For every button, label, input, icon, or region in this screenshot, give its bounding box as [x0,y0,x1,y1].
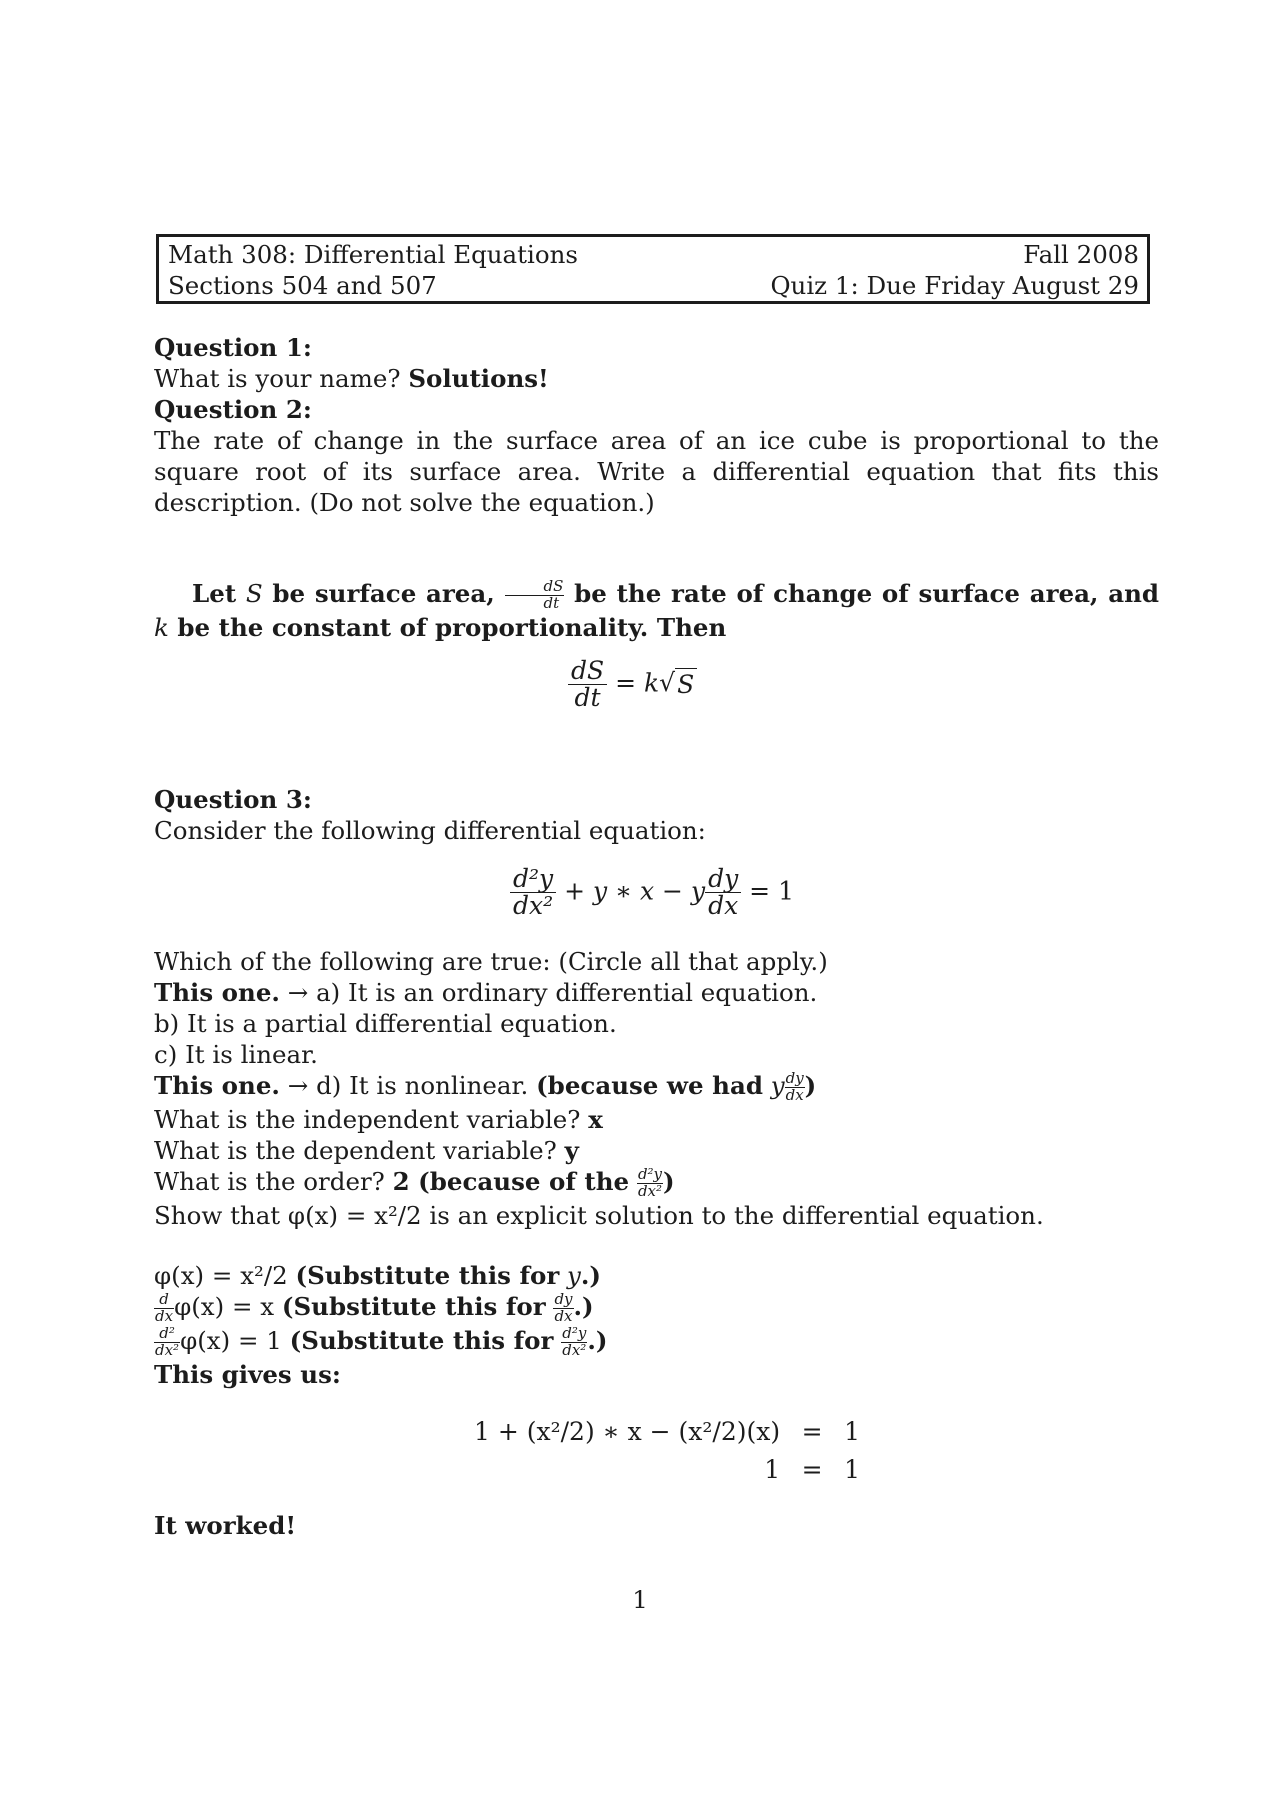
which-prompt: Which of the following are true: (Circle all that apply.) [154,947,828,976]
equation-ode [510,866,794,920]
close-paren: ) [663,1166,675,1196]
fraction-denominator: dx [708,891,739,921]
answer-text: be surface area, [272,579,495,608]
order-answer: 2 (because of the [392,1166,630,1196]
order-question: What is the order? [154,1166,385,1196]
sub3-end: .) [587,1325,608,1355]
question-1-title: Question 1: [154,333,312,362]
dependent-variable-line [154,1135,1159,1166]
answer-text: be the constant of proportionality. Then [177,612,727,642]
ds-dt-display-fraction [568,658,607,712]
variable-s: S [245,579,263,608]
course-header [156,234,1150,304]
question-1-line [154,363,1159,394]
variable-y: y [567,1261,581,1290]
sub2-math: φ(x) = x [174,1292,275,1321]
fraction-numerator: d²y [637,1165,663,1183]
aligned-equals: = [801,1454,823,1484]
close-paren: ) [804,1071,817,1100]
because-text: (because we had [536,1071,763,1100]
fraction-denominator: dx² [155,1340,180,1359]
quiz-due: Quiz 1: Due Friday August 29 [770,271,1139,300]
answer-text: Let [192,579,237,608]
d-dx-operator [154,1292,174,1325]
dy-dx-fraction [553,1292,573,1325]
fraction-denominator: dx² [562,1340,587,1359]
equation-ds-dt [568,658,697,712]
fraction-numerator: d² [154,1326,180,1343]
aligned-row [474,1412,860,1450]
question-1-prompt: What is your name? [154,364,401,393]
fraction-numerator: dS [568,658,607,685]
fraction-denominator: dx [554,1307,573,1325]
aligned-row [474,1450,860,1488]
this-one-label: This one. [154,978,280,1007]
radicand: S [675,668,697,699]
fraction-numerator: d²y [510,866,556,893]
d2y-dx2-fraction [561,1326,587,1359]
option-a-text: a) It is an ordinary differential equation. [316,978,818,1007]
aligned-equals: = [801,1416,823,1446]
question-1 [154,332,1159,518]
equation-rhs: = 1 [749,876,794,906]
fraction-numerator: dS [505,579,565,596]
arrow-right-icon: → [287,1071,309,1100]
gives-us: This gives us: [154,1359,341,1389]
question-1-answer: Solutions! [408,364,549,393]
aligned-right: 1 [844,1416,860,1446]
ds-dt-fraction [505,579,565,612]
aligned-left: 1 [764,1454,781,1484]
show-solution-prompt: Show that φ(x) = x²/2 is an explicit solution to the differential equation. [154,1200,1044,1230]
term: Fall 2008 [1023,240,1139,269]
course-title: Math 308: Differential Equations [168,240,578,269]
option-b: b) It is a partial differential equation. [154,1009,617,1038]
aligned-right: 1 [844,1454,860,1484]
substitution-2 [154,1291,1159,1325]
it-worked: It worked! [154,1511,297,1540]
fraction-denominator: dt [574,683,601,713]
dependent-answer: y [564,1135,579,1165]
radical-sign-icon: √ [659,668,676,698]
fraction-denominator: dx² [513,891,554,921]
substitution-3 [154,1325,1159,1359]
sub2-end: .) [573,1292,594,1321]
sections: Sections 504 and 507 [168,271,437,300]
question-2-title: Question 2: [154,395,312,424]
sub1-text: (Substitute this for [295,1261,560,1290]
fraction-numerator: dy [785,1069,804,1088]
independent-answer: x [588,1104,603,1134]
option-d-text: d) It is nonlinear. [316,1071,529,1100]
question-2-prompt: The rate of change in the surface area of an ice cube is proportional to the square root of its surface area. Write a differential equation that fits this description. (Do not solve the equation.) [154,426,1159,517]
sub1-math: φ(x) = x²/2 [154,1261,288,1290]
sub2-text: (Substitute this for [281,1292,546,1321]
fraction-denominator: dx [155,1307,174,1325]
option-c: c) It is linear. [154,1040,318,1069]
substitution-1 [154,1260,1159,1291]
square-root [659,668,697,699]
question-3-options [154,946,1159,1231]
dependent-question: What is the dependent variable? [154,1135,557,1165]
d2y-dx2-fraction [637,1167,663,1200]
this-one-label: This one. [154,1071,280,1100]
equation-middle: + y ∗ x − y [564,876,706,906]
variable-k: k [154,612,169,642]
fraction-numerator: d [154,1292,174,1309]
fraction-denominator: dx [785,1086,804,1104]
arrow-right-icon: → [287,978,309,1007]
d2-dx2-operator [154,1326,180,1359]
fraction-denominator: dx² [637,1181,663,1200]
independent-variable-line [154,1104,1159,1135]
sub1-end: .) [580,1261,602,1290]
aligned-left: 1 + (x²/2) ∗ x − (x²/2)(x) [474,1416,781,1446]
substitutions [154,1260,1159,1390]
equation-rhs: = k [615,668,660,698]
option-d [154,1070,1159,1104]
option-a [154,977,1159,1008]
fraction-numerator: dy [554,1290,573,1309]
first-derivative-fraction [705,866,741,920]
question-2-answer [154,578,1159,643]
second-derivative-fraction [510,866,556,920]
question-3-title: Question 3: [154,785,312,814]
dy-dx-fraction [785,1071,805,1104]
independent-question: What is the independent variable? [154,1104,581,1134]
aligned-equations [474,1412,860,1488]
order-line [154,1166,1159,1200]
sub3-text: (Substitute this for [289,1325,554,1355]
page-number: 1 [632,1585,648,1614]
answer-text: be the rate of change of surface area, and [574,579,1160,608]
variable-y: y [770,1071,785,1100]
question-3-prompt: Consider the following differential equation: [154,816,706,845]
fraction-numerator: dy [705,866,741,893]
sub3-math: φ(x) = 1 [180,1325,282,1355]
question-3 [154,784,1159,846]
fraction-denominator: dt [543,594,560,612]
fraction-numerator: d²y [562,1324,587,1342]
